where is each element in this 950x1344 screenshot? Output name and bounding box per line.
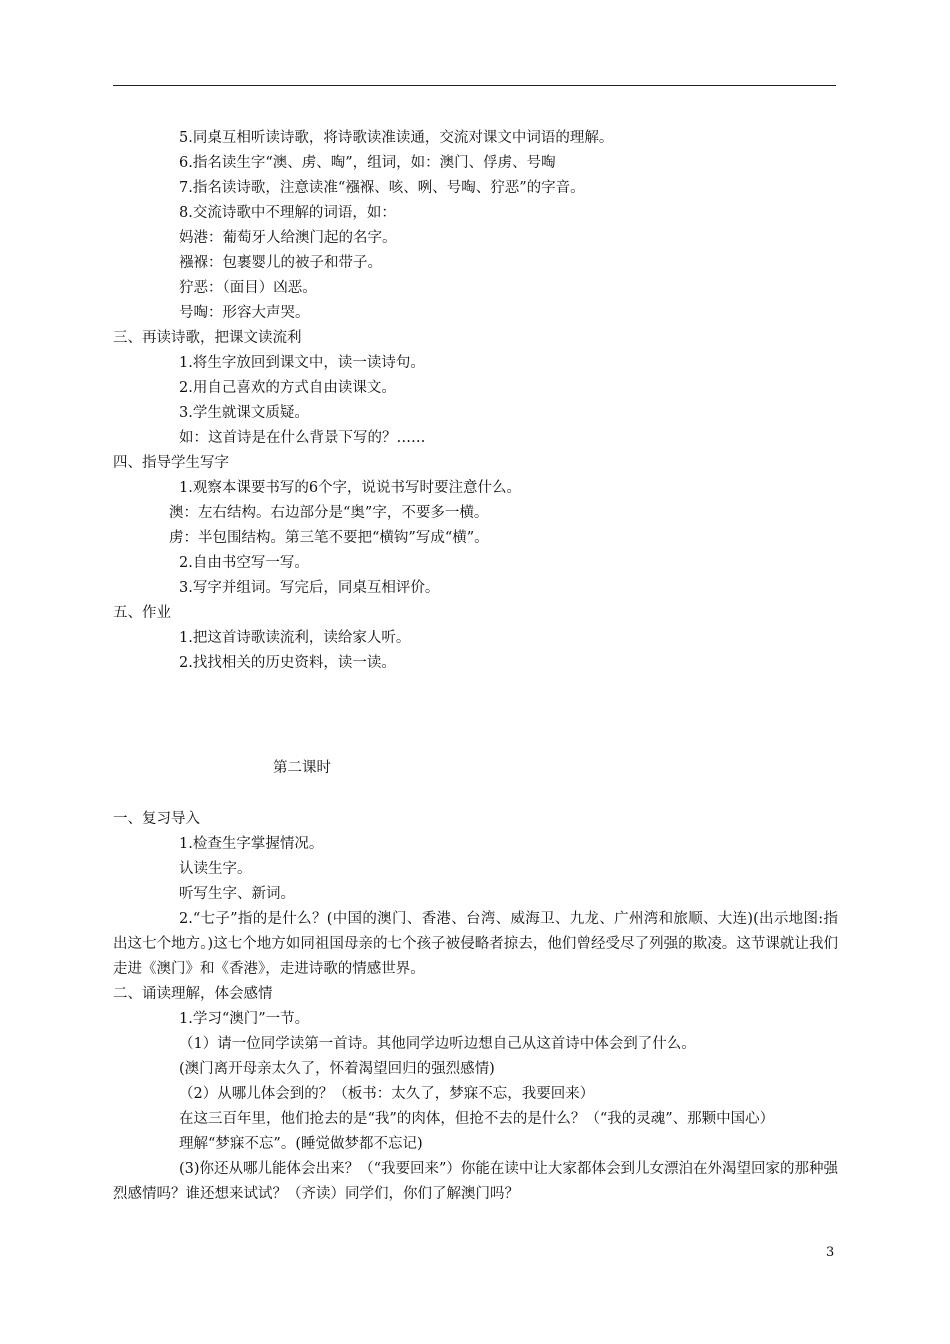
- term-definition: 狞恶：（面目）凶恶。: [179, 280, 317, 296]
- list-item: 1.将生字放回到课文中，读一读诗句。: [179, 355, 425, 371]
- header-rule: [113, 85, 836, 86]
- list-item: 3.学生就课文质疑。: [179, 405, 309, 421]
- page-content: [113, 126, 838, 1207]
- section-heading: 二、诵读理解，体会感情: [113, 986, 273, 1002]
- lesson-title: 第二课时: [273, 760, 331, 776]
- list-item: 听写生字、新词。: [179, 886, 295, 902]
- section-heading: 五、作业: [113, 605, 171, 621]
- list-item: 1.把这首诗歌读流利，读给家人听。: [179, 630, 411, 646]
- list-item: 6.指名读生字“澳、虏、啕”，组词，如：澳门、俘虏、号啕: [179, 155, 556, 171]
- list-item: 8.交流诗歌中不理解的词语，如：: [179, 205, 396, 221]
- paragraph: 2.“七子”指的是什么？(中国的澳门、香港、台湾、威海卫、九龙、广州湾和旅顺、大连)(出示地图:指出这七个地方。)这七个地方如同祖国母亲的七个孩子被侵略者掠去，他们曾经受尽了列强的欺凌。这节课就让我们走进《澳门》和《香港》，走进诗歌的情感世界。: [113, 911, 838, 977]
- list-item: 1.观察本课要书写的6个字，说说书写时要注意什么。: [179, 480, 522, 496]
- list-item: 2.找找相关的历史资料，读一读。: [179, 655, 396, 671]
- term-definition: 襁褓：包裹婴儿的被子和带子。: [179, 255, 382, 271]
- list-item: 澳：左右结构。右边部分是“奥”字，不要多一横。: [169, 505, 489, 521]
- term-definition: 号啕：形容大声哭。: [179, 305, 310, 321]
- page-number: 3: [826, 1245, 835, 1260]
- list-item: 2.用自己喜欢的方式自由读课文。: [179, 380, 396, 396]
- list-item: 如：这首诗是在什么背景下写的？……: [179, 430, 426, 446]
- list-item: 3.写字并组词。写完后，同桌互相评价。: [179, 580, 440, 596]
- list-item: 1.学习“澳门”一节。: [179, 1011, 310, 1027]
- list-item: （1）请一位同学读第一首诗。其他同学边听边想自己从这首诗中体会到了什么。: [179, 1036, 696, 1052]
- paragraph: 在这三百年里，他们抢去的是“我”的肉体，但抢不去的是什么？（“我的灵魂”、那颗中国心）: [179, 1111, 775, 1127]
- list-item: （2）从哪儿体会到的？（板书：太久了，梦寐不忘，我要回来）: [179, 1086, 595, 1102]
- section-heading: 三、再读诗歌，把课文读流利: [113, 330, 302, 346]
- paragraph: (3)你还从哪儿能体会出来？（“我要回来”）你能在读中让大家都体会到儿女漂泊在外渴望回家的那种强烈感情吗？谁还想来试试？（齐读）同学们，你们了解澳门吗？: [113, 1161, 838, 1202]
- section-heading: 一、复习导入: [113, 811, 200, 827]
- list-item: 5.同桌互相听读诗歌，将诗歌读准读通，交流对课文中词语的理解。: [179, 130, 614, 146]
- list-item: (澳门离开母亲太久了，怀着渴望回归的强烈感情): [179, 1061, 495, 1077]
- list-item: 理解“梦寐不忘”。(睡觉做梦都不忘记): [179, 1136, 423, 1152]
- list-item: 2.自由书空写一写。: [179, 555, 309, 571]
- list-item: 7.指名读诗歌，注意读准“襁褓、咳、咧、号啕、狞恶”的字音。: [179, 180, 585, 196]
- list-item: 1.检查生字掌握情况。: [179, 836, 324, 852]
- list-item: 虏：半包围结构。第三笔不要把“横钩”写成“横”。: [169, 530, 489, 546]
- section-heading: 四、指导学生写字: [113, 455, 229, 471]
- term-definition: 妈港：葡萄牙人给澳门起的名字。: [179, 230, 397, 246]
- list-item: 认读生字。: [179, 861, 252, 877]
